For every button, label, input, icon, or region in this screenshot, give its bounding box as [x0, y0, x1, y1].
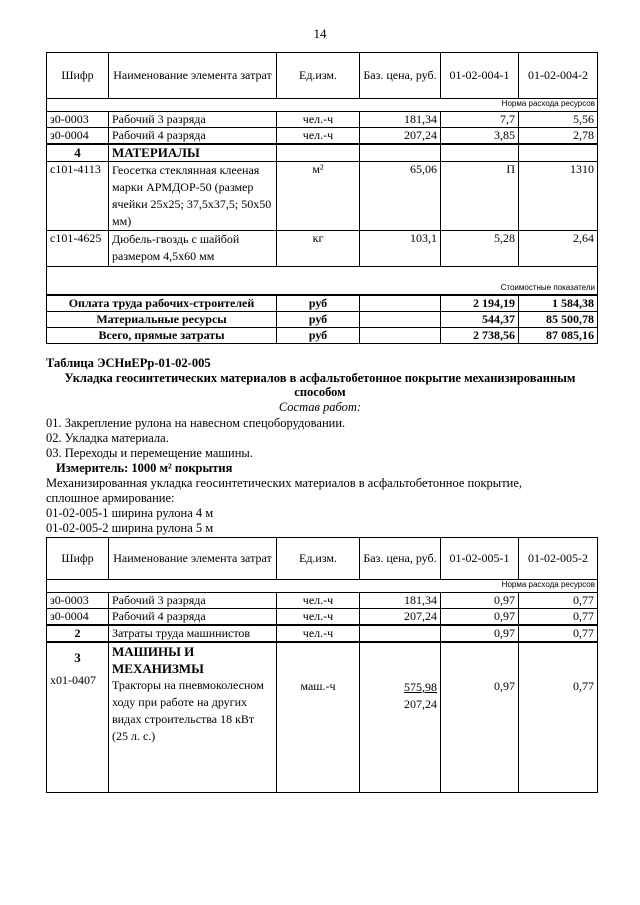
section-name: МАТЕРИАЛЫ — [109, 144, 277, 162]
row-value-2: 2,64 — [519, 231, 598, 267]
work-composition-title: Состав работ: — [278, 400, 362, 414]
row-code: з0-0004 — [47, 609, 109, 626]
row-code: с101-4625 — [47, 231, 109, 267]
row-code: 2 — [47, 625, 109, 642]
description-line-1: Механизированная укладка геосинтетических материалов в асфальтобетонное покрытие, — [46, 476, 523, 490]
total-value-1: 2 194,19 — [441, 295, 519, 312]
table-row — [47, 593, 598, 609]
col-header-price: Баз. цена, руб. — [360, 538, 441, 580]
norm-subheader: Норма расхода ресурсов — [47, 580, 598, 593]
table-title-line-2: способом — [294, 385, 346, 399]
resource-table-2 — [46, 537, 598, 793]
total-value-1: 544,37 — [441, 311, 519, 327]
col-header-unit: Ед.изм. — [277, 53, 360, 99]
row-unit: чел.-ч — [277, 625, 360, 642]
row-value-2: 5,56 — [519, 112, 598, 128]
resource-table-1 — [46, 52, 598, 344]
description-line-2: сплошное армирование: — [46, 491, 175, 505]
row-unit: чел.-ч — [277, 593, 360, 609]
row-value-1: 5,28 — [441, 231, 519, 267]
row-name: Тракторы на пневмоколесном ходу при работе на других видах строительства 18 кВт (25 л. с.) — [112, 678, 264, 743]
row-value-2: 0,77 — [519, 642, 598, 792]
row-value-2: 0,77 — [519, 609, 598, 626]
col-header-variant-2: 01-02-004-2 — [519, 53, 598, 99]
table-caption: Таблица ЭСНиЕРр-01-02-005 — [46, 356, 211, 370]
section-code: 4 — [47, 144, 109, 162]
variant-item: 01-02-005-1 ширина рулона 4 м — [46, 506, 214, 520]
total-value-2: 85 500,78 — [519, 311, 598, 327]
table-title-line-1: Укладка геосинтетических материалов в асфальтобетонное покрытие механизированным — [64, 371, 576, 385]
total-row — [47, 327, 598, 343]
total-row — [47, 295, 598, 312]
page-number: 14 — [313, 26, 327, 41]
col-header-variant-1: 01-02-005-1 — [441, 538, 519, 580]
row-code: х01-0407 — [50, 673, 96, 687]
row-price: 207,24 — [360, 128, 441, 145]
total-unit: руб — [277, 311, 360, 327]
row-unit: чел.-ч — [277, 609, 360, 626]
total-unit: руб — [277, 327, 360, 343]
total-name: Оплата труда рабочих-строителей — [47, 295, 277, 312]
row-value-1: 0,97 — [441, 642, 519, 792]
row-unit: кг — [277, 231, 360, 267]
row-value-1: 0,97 — [441, 625, 519, 642]
section-name: МАШИНЫ И МЕХАНИЗМЫ — [112, 644, 204, 676]
row-value-2: 0,77 — [519, 625, 598, 642]
cost-subheader: Стоимостные показатели — [47, 283, 598, 295]
row-name: Рабочий 3 разряда — [109, 593, 277, 609]
row-name: Геосетка стеклянная клееная марки АРМДОР-50 (размер ячейки 25x25; 37,5x37,5; 50x50 мм) — [109, 162, 277, 231]
table-row — [47, 128, 598, 145]
norm-subheader: Норма расхода ресурсов — [47, 99, 598, 112]
col-header-price: Баз. цена, руб. — [360, 53, 441, 99]
row-unit: маш.-ч — [277, 642, 360, 792]
row-price: 207,24 — [360, 609, 441, 626]
row-value-1: 0,97 — [441, 593, 519, 609]
variant-item: 01-02-005-2 ширина рулона 5 м — [46, 521, 214, 535]
table-row — [47, 231, 598, 267]
row-value-2: 0,77 — [519, 593, 598, 609]
table-row — [47, 162, 598, 231]
machines-section — [47, 642, 598, 792]
col-header-name: Наименование элемента затрат — [109, 538, 277, 580]
col-header-variant-1: 01-02-004-1 — [441, 53, 519, 99]
row-code: з0-0003 — [47, 593, 109, 609]
row-unit: м² — [277, 162, 360, 231]
row-code: з0-0004 — [47, 128, 109, 145]
row-name: Рабочий 3 разряда — [109, 112, 277, 128]
machinists-row — [47, 625, 598, 642]
work-item: 02. Укладка материала. — [46, 431, 169, 445]
row-name: Рабочий 4 разряда — [109, 609, 277, 626]
row-name: Рабочий 4 разряда — [109, 128, 277, 145]
total-row — [47, 311, 598, 327]
row-name: Затраты труда машинистов — [109, 625, 277, 642]
section-row — [47, 144, 598, 162]
row-price-2: 207,24 — [404, 697, 437, 711]
row-value-1: 7,7 — [441, 112, 519, 128]
measure: Измеритель: 1000 м² покрытия — [56, 461, 233, 475]
table-row — [47, 112, 598, 128]
row-value-1: 3,85 — [441, 128, 519, 145]
row-value-1: 0,97 — [441, 609, 519, 626]
col-header-code: Шифр — [47, 538, 109, 580]
section-code: 3 — [74, 650, 81, 665]
row-price: 103,1 — [360, 231, 441, 267]
row-unit: чел.-ч — [277, 128, 360, 145]
col-header-name: Наименование элемента затрат — [109, 53, 277, 99]
row-value-2: 1310 — [519, 162, 598, 231]
work-item: 01. Закрепление рулона на навесном спецоборудовании. — [46, 416, 346, 430]
total-name: Всего, прямые затраты — [47, 327, 277, 343]
total-name: Материальные ресурсы — [47, 311, 277, 327]
total-unit: руб — [277, 295, 360, 312]
row-code: с101-4113 — [47, 162, 109, 231]
row-code: з0-0003 — [47, 112, 109, 128]
total-value-1: 2 738,56 — [441, 327, 519, 343]
row-name: Дюбель-гвоздь с шайбой размером 4,5x60 мм — [109, 231, 277, 267]
row-price: 181,34 — [360, 593, 441, 609]
work-item: 03. Переходы и перемещение машины. — [46, 446, 253, 460]
row-price: 575,98 — [404, 680, 437, 694]
row-price: 181,34 — [360, 112, 441, 128]
row-unit: чел.-ч — [277, 112, 360, 128]
table-row — [47, 609, 598, 626]
col-header-unit: Ед.изм. — [277, 538, 360, 580]
row-price: 65,06 — [360, 162, 441, 231]
row-value-1: П — [441, 162, 519, 231]
row-value-2: 2,78 — [519, 128, 598, 145]
total-value-2: 87 085,16 — [519, 327, 598, 343]
total-value-2: 1 584,38 — [519, 295, 598, 312]
col-header-variant-2: 01-02-005-2 — [519, 538, 598, 580]
col-header-code: Шифр — [47, 53, 109, 99]
